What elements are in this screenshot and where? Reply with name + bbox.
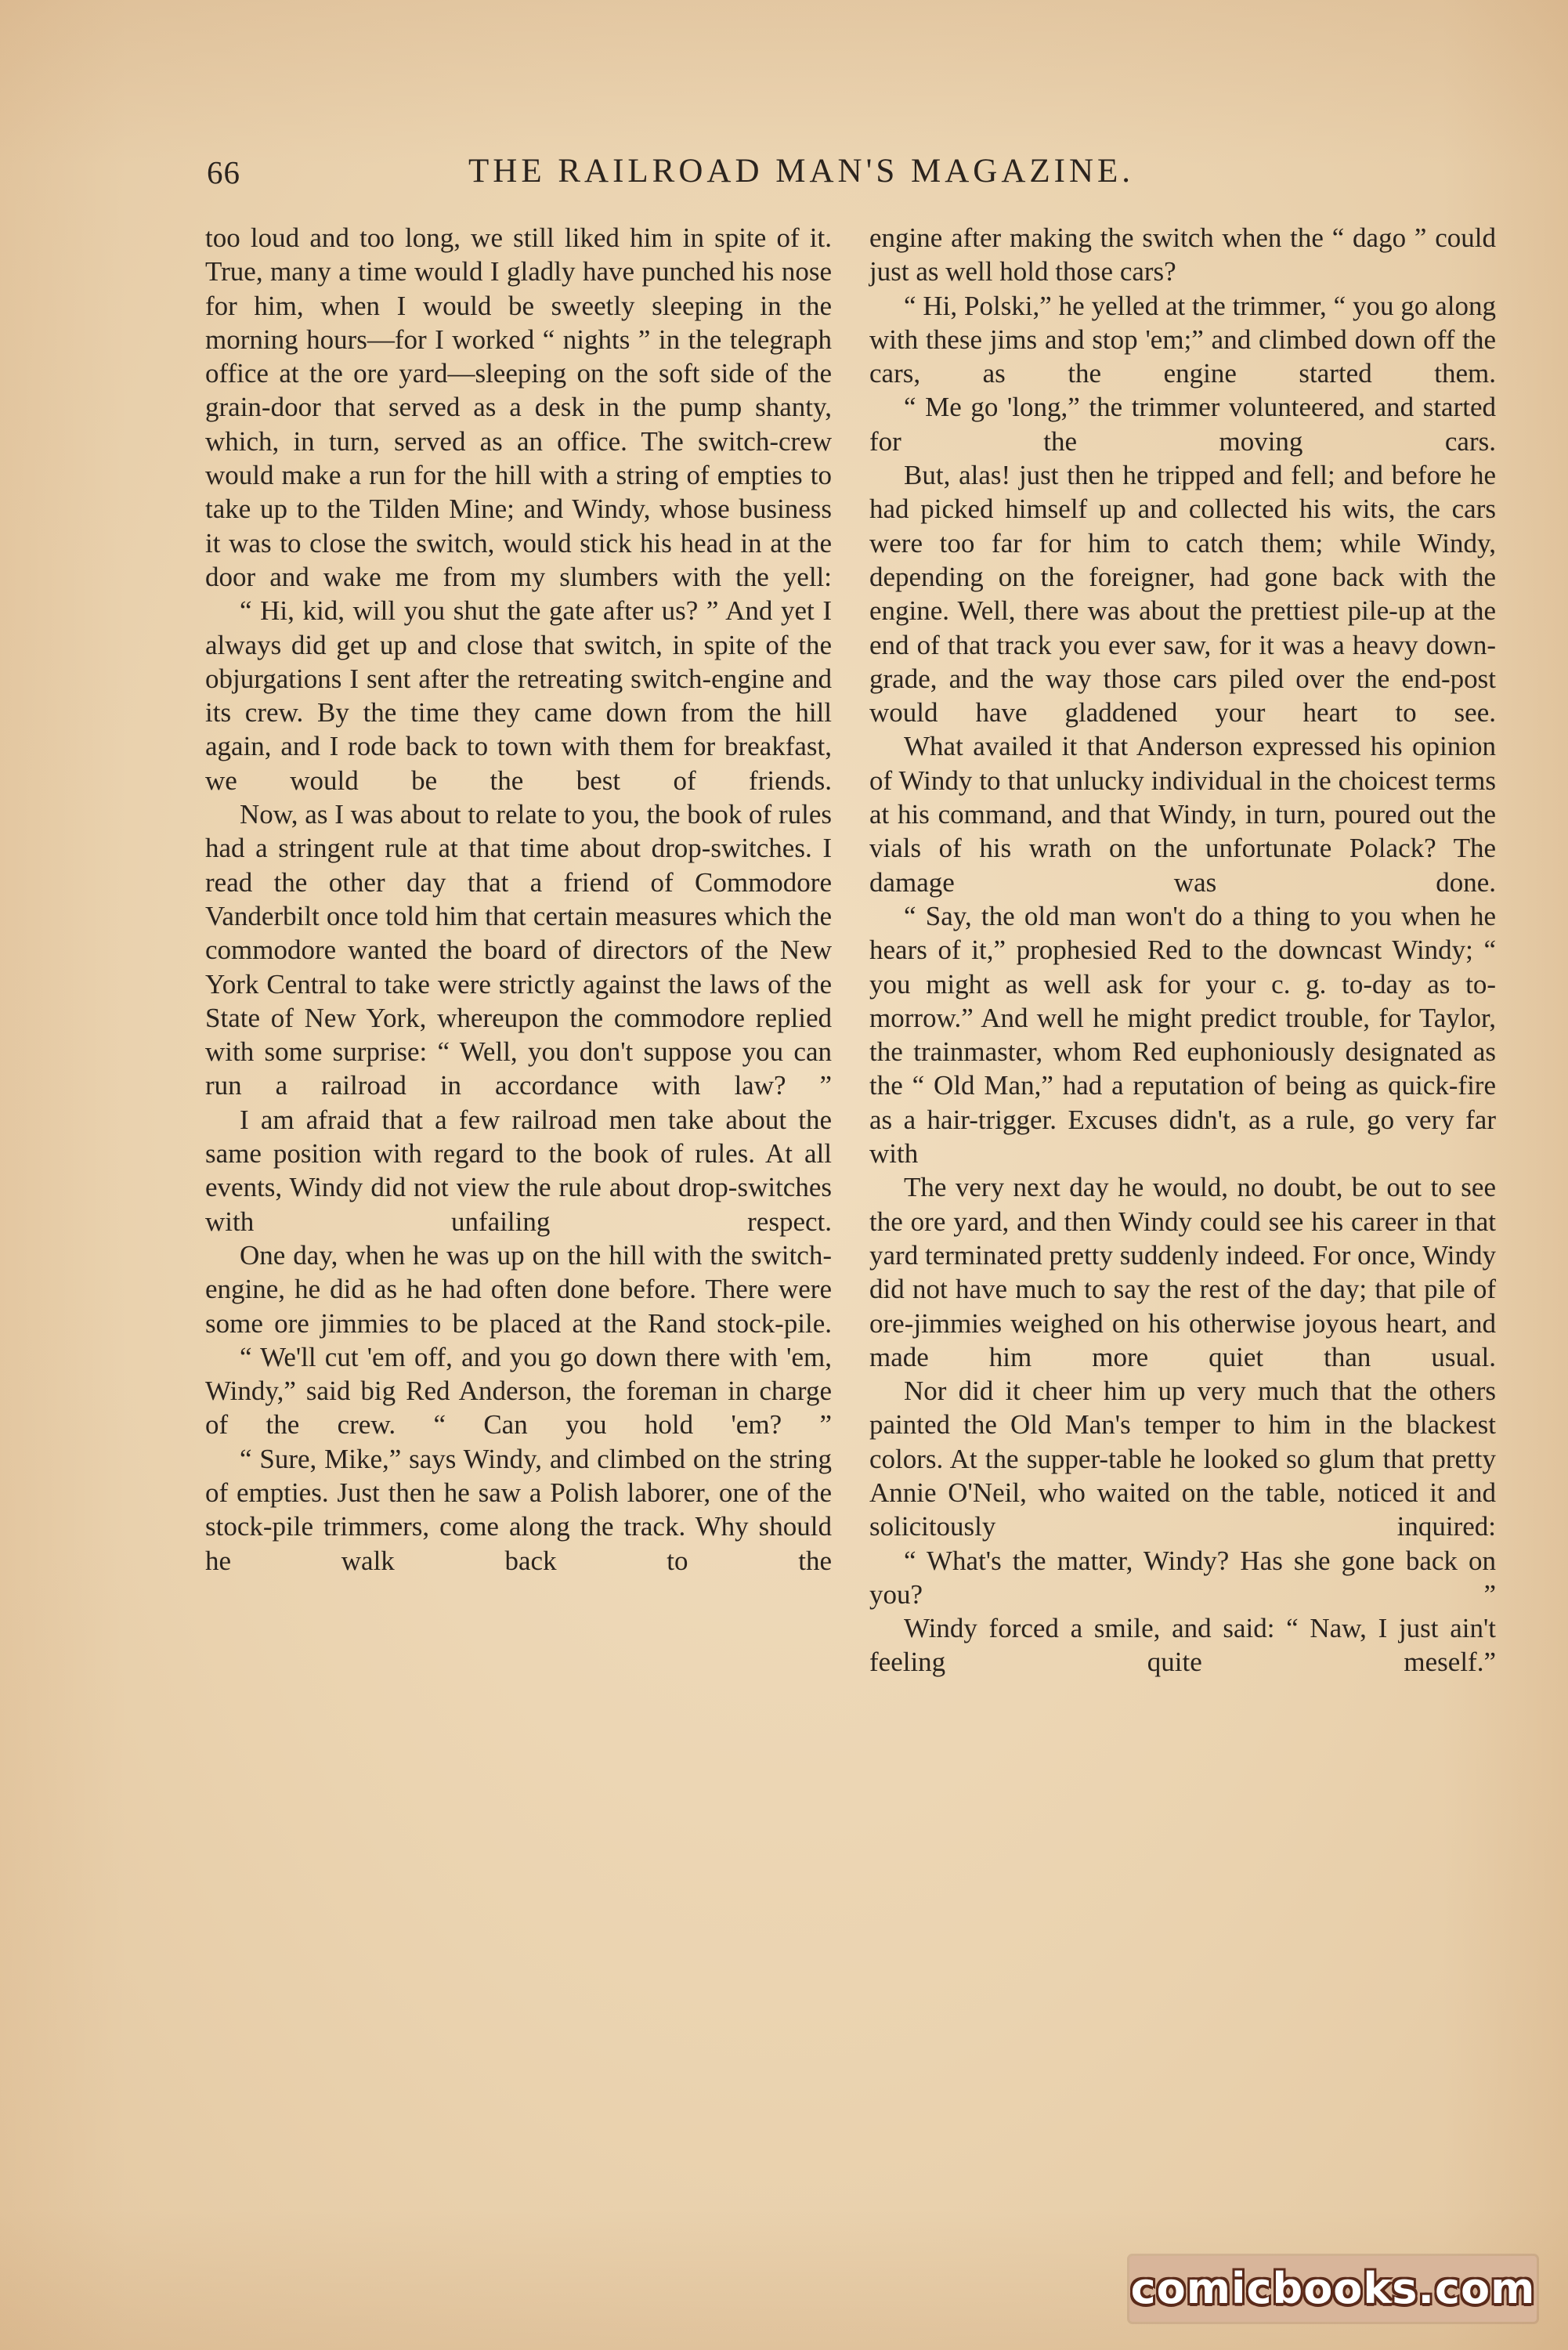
paragraph: The very next day he would, no doubt, be out to see the ore yard, and then Windy could see his career in that yard terminated pretty suddenly indeed. For once, Windy did not have much to say the rest of the day; that pile of ore-jimmies weighed on his otherwise joyous heart, and made him more quiet than usual. [869,1172,1496,1372]
running-head: THE RAILROAD MAN'S MAGAZINE. [468,153,1135,190]
page-number: 66 [207,154,240,190]
paragraph: Windy forced a smile, and said: “ Naw, I just ain't feeling quite meself.” [869,1613,1496,1678]
paragraph: “ Sure, Mike,” says Windy, and climbed on the string of empties. Just then he saw a Polish laborer, one of the stock-pile trimmers, come along the track. Why should he walk back to the [205,1443,832,1576]
paragraph: “ Hi, Polski,” he yelled at the trimmer, “ you go along with these jims and stop 'em;” and climbed down off the cars, as the engine started them. [869,290,1496,389]
paragraph: One day, when he was up on the hill with the switch-engine, he did as he had often done before. There were some ore jimmies to be placed at the Rand stock-pile. [205,1239,832,1339]
paragraph: What availed it that Anderson expressed his opinion of Windy to that unlucky individual in the choicest terms at his command, and that Windy, in turn, poured out the vials of his wrath on the unfortunate Polack? The damage was done. [869,731,1496,898]
watermark-text: comicbooks.com [1130,2264,1536,2313]
watermark-logo [1129,2256,1537,2322]
paragraph: “ Say, the old man won't do a thing to you when he hears of it,” prophesied Red to the downcast Windy; “ you might as well ask for your c. g. to-day as to-morrow.” And well he might predict trouble, for Taylor, the trainmaster, whom Red euphoniously designated as the “ Old Man,” had a reputation of being as quick-fire as a hair-trigger. Excuses didn't, as a rule, go very far with [869,900,1496,1170]
paragraph: “ We'll cut 'em off, and you go down there with 'em, Windy,” said big Red Anderson, the foreman in charge of the crew. “ Can you hold 'em? ” [205,1341,832,1441]
paragraph: “ Hi, kid, will you shut the gate after us? ” And yet I always did get up and close that switch, in spite of the objurgations I sent after the retreating switch-engine and its crew. By the time they came down from the hill again, and I rode back to town with them for breakfast, we would be the best of friends. [205,595,832,796]
paragraph: Now, as I was about to relate to you, the book of rules had a stringent rule at that time about drop-switches. I read the other day that a friend of Commodore Vanderbilt once told him that certain measures which the commodore wanted the board of directors of the New York Central to take were strictly against the laws of the State of New York, whereupon the commodore replied with some surprise: “ Well, you don't suppose you can run a railroad in accordance with law? ” [205,799,832,1101]
paragraph: engine after making the switch when the “ dago ” could just as well hold those cars? [869,222,1496,287]
paragraph: Nor did it cheer him up very much that the others painted the Old Man's temper to him in the blackest colors. At the supper-table he looked so glum that pretty Annie O'Neil, who waited on the table, noticed it and solicitously inquired: [869,1376,1496,1542]
paragraph: “ What's the matter, Windy? Has she gone back on you? ” [869,1545,1496,1610]
left-column [205,221,832,1578]
right-column [869,221,1496,1679]
paragraph: too loud and too long, we still liked him in spite of it. True, many a time would I gladly have punched his nose for him, when I would be sweetly sleeping in the morning hours—for I worked “ nights ” in the telegraph office at the ore yard—sleeping on the soft side of the grain-door that served as a desk in the pump shanty, which, in turn, served as an office. The switch-crew would make a run for the hill with a string of empties to take up to the Tilden Mine; and Windy, whose business it was to close the switch, would stick his head in at the door and wake me from my slumbers with the yell: [205,222,832,592]
paragraph: But, alas! just then he tripped and fell; and before he had picked himself up and collected his wits, the cars were too far for him to catch them; while Windy, depending on the foreigner, had gone back with the engine. Well, there was about the prettiest pile-up at the end of that track you ever saw, for it was a heavy down-grade, and the way those cars piled over the end-post would have gladdened your heart to see. [869,460,1496,728]
paragraph: I am afraid that a few railroad men take about the same position with regard to the book of rules. At all events, Windy did not view the rule about drop-switches with unfailing respect. [205,1104,832,1237]
paragraph: “ Me go 'long,” the trimmer volunteered, and started for the moving cars. [869,392,1496,457]
